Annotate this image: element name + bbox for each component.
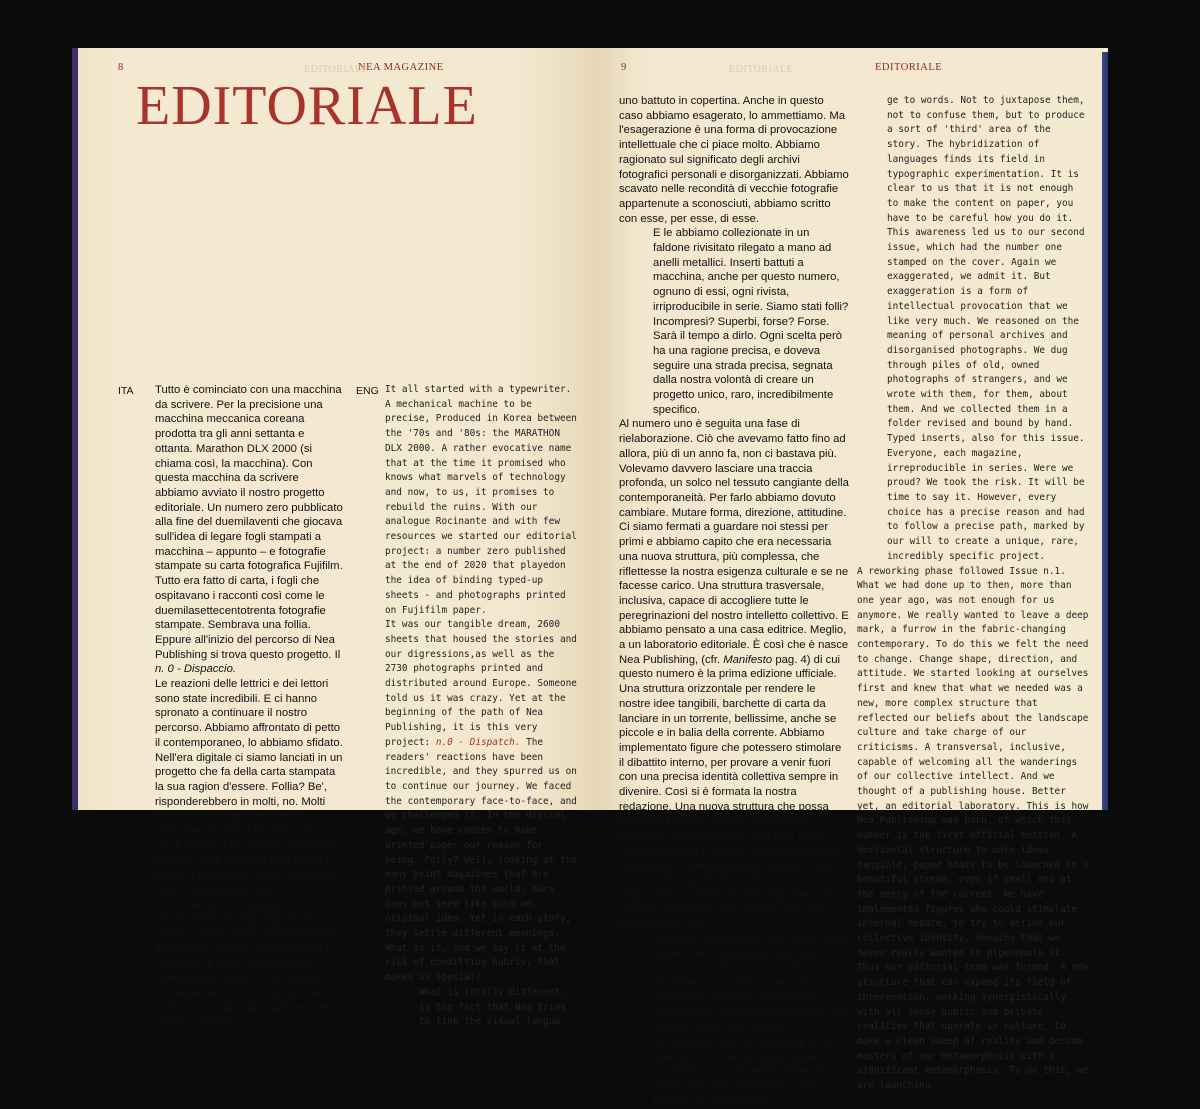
en-paragraph: A reworking phase followed Issue n.1. What we had done up to then, more than one year ago, was not enough for us anymore. We really wanted to leave a deep mark, a furrow in the fabric-changing contemporary. To do this we felt the need to change. Change shape, direction, and attitude. We started looking at ourselves first and knew that what we needed was a new, more complex structure that reflected our beliefs about the landscape culture and take charge of our criticisms. A transversal, inclusive, capable of welcoming all the wanderings of our collective intellect. And we thought of a publishing house. Better yet, an editorial laboratory. This is how Nea Publishing was born, of which this number is the first official edition. A horizontal structure to make ideas tangible, paper boats to be launched in a beautiful stream, even if small and at the mercy of the current. We have implemented figures who could stimulate internal debate, to try to define our collective identity, knowing that we never really wanted to pigeonhole it. Thus our editorial team was formed. A new structure that can expand its field of intervention, working synergistically with all those public and private realities that operate in culture, to make a clean sweep of reality and become masters of our metamorphosis with a significant metamorphosis. To do this, we are launching: [857, 565, 1089, 1092]
it-italic-ref: Nea Magazine n. due - Rivista.: [653, 1080, 827, 1107]
left-page: [72, 48, 599, 1029]
english-column-left: [385, 383, 580, 1030]
page-edge: [1102, 52, 1108, 810]
it-paragraph: pag. 4) di cui questo numero è la prima edizione ufficiale. Una struttura orizzontale per rendere le nostre idee tangibili, barchette di carta da lanciare in un torrente, bellissime, anche se piccole e in balia della corrente. Abbiamo implementato figure che potessero stimolare il dibattito interno, per provare a venir fuori con una precisa identità collettiva sempre in divenire. Così si è formata la nostra redazione. Una nuova struttura che possa ampliare il proprio campo d'intervento, lavorando sinergicamente con tutte quelle realtà pubbliche e private che operano nella cultura, per incidere la tabula rasa con una metamorfosi significativa. Per farlo, lanciamo oggi il nuovo numero di: [619, 653, 844, 901]
it-italic-ref: Nea Magazine.: [738, 888, 815, 901]
it-italic-ref: Manifesto: [723, 653, 773, 666]
italian-column-left: [155, 383, 343, 1030]
en-paragraph: ge to words. Not to juxtapose them, not to confuse them, but to produce a sort of 'third' area of the story. The hybridization of languages finds its field in typographic experimentation. It is clear to us that it is not enough to make the content on paper, you have to be careful how you do it. This awareness led us to our second issue, which had the number one stamped on the cover. Again we exaggerated, we admit it. But exaggeration is a form of intellectual provocation that we like very much. We reasoned on the meaning of personal archives and disorganised photographs. We dug through piles of old, owned photographs of strangers, and we wrote with them, for them, about them. And we collected them in a folder revised and bound by hand. Typed inserts, also for this issue. Everyone, each magazine, irreproducible in series. Were we proud? We took the risk. It will be time to say it. However, every choice has a precise reason and had to follow a precise path, marked by our will to create a unique, rare, incredibly specific project.: [887, 95, 1085, 562]
en-paragraph: It was our tangible dream, 2600 sheets that housed the stories and our digressions,as well as the 2730 photographs printed and distributed around Europe. Someone told us it was crazy. Yet at the beginning of the path of Nea Publishing, it is this very project:: [385, 619, 577, 748]
it-paragraph: Le reazioni delle lettrici e dei lettori sono state incredibili. E ci hanno spronato a continuare il nostro percorso. Abbiamo affrontato di petto il contemporaneo, lo abbiamo sfidato. Nell'era digitale ci siamo lanciati in un progetto che fa della carta stampata la sua ragion d'essere. Follia? Be', risponderebbero in molti, no. Molti sono infatti i magazine che si stampano in tutto il mondo. Che cosa c'è di diverso? Di diverso, totalmente diverso, c'è il fatto che Nea prova a legare il linguaggio visivo alle parole. Non a giustapporle, non a confonderle, ma a legarle. L'ibridazione dei linguaggi trova il proprio campo nella sperimentazione tipografica, perché non basta fare i contenuti di carta, bisogna fare attenzione a come li si fa. Questa consapevolezza ci ha condotti alla nostra seconda pubblicazione, che aveva il numero: [155, 678, 343, 1029]
it-paragraph: Un numero che: [693, 1094, 771, 1107]
it-paragraph: uno battuto in copertina. Anche in questo caso abbiamo esagerato, lo ammettiamo. Ma l'esagerazione è una forma di provocazione intellettuale che ci piace molto. Abbiamo ragionato sul significato degli archivi fotografici personali e disorganizzati. Abbiamo scavato nelle recondità di vecchie fotografie appartenute a sconosciuti, abbiamo scritto con esse, per esse, di esse.: [619, 95, 849, 225]
it-paragraph: E le abbiamo collezionate in un faldone rivisitato rilegato a mano ad anelli metallici. Inserti battuti a macchina, anche per questo numero, ognuno di essi, ogni rivista, irriproducibile in serie. Siamo stati folli? Incompresi? Superbi, forse? Forse. Sarà il tempo a dirlo. Ogni scelta però ha una ragione precisa, e doveva seguire una strada precisa, segnata dalla nostra volontà di creare un progetto unico, raro, incredibilmente specifico.: [653, 227, 849, 416]
it-paragraph: Alla base, una rivista. Una rivista come quelle che si vedevano negli anni sessanta, ricche di testo, e di significato. Una rivista con la R maiuscola. Il formato evoca quei percorsi che sembrano dimenticati, ma che non sono così lontani. Ci sembrava il caso di richiamarli a noi, a gran voce, come un potere obliato di cui servirsi in un'impresa disperata. Nasce così: [653, 933, 848, 1093]
it-italic-ref: n. 0 - Dispaccio.: [155, 663, 236, 676]
lang-label-eng: ENG: [356, 385, 379, 397]
english-column-right: [857, 94, 1089, 1094]
show-through-head: EDITORIALE: [304, 64, 369, 75]
en-paragraph: What is totally different, is the fact that Nea tries to link the visual langua-: [419, 986, 566, 1028]
running-head-left: NEA MAGAZINE: [358, 62, 444, 73]
it-paragraph: Un numero complesso, che abita in una sede inusuale, per noi.: [619, 888, 833, 931]
italian-column-right: [619, 94, 849, 1109]
page-number-left: 8: [118, 62, 124, 73]
it-paragraph: Al numero uno è seguita una fase di rielaborazione. Ciò che avevamo fatto fino ad allora, più di un anno fa, non ci bastava più. Volevamo davvero lasciare una traccia profonda, un solco nel tessuto cangiante della contemporaneità. Per farlo abbiamo dovuto cambiare. Mutare forma, direzione, attitudine. Ci siamo fermati a guardare noi stessi per primi e abbiamo capito che era necessaria una nuova struttura, più complessa, che riflettesse la nostra esigenza culturale e se ne facesse carico. Una struttura trasversale, inclusiva, capace di accogliere tutte le peregrinazioni del nostro intelletto collettivo. E abbiamo pensato a una casa editrice. Meglio, a un laboratorio editoriale. È così che è nasce Nea Publishing, (cfr.: [619, 418, 849, 666]
magazine-spread: [72, 48, 1114, 1107]
show-through-head: EDITORIALE: [729, 64, 794, 75]
en-italic-ref: n.0 - Dispatch.: [435, 736, 521, 748]
running-head-right: EDITORIALE: [875, 62, 943, 73]
en-paragraph: The readers' reactions have been incredible, and they spurred us on to continue our journey. We faced the contemporary face-to-face, and we challenged it. In the digital age, we have chosen to make printed paper our reason for being. Folly? Well, looking at the many print magazines that are printed around the world, ours does not seem like such an original idea. Yet in each story, they settle different meanings. What is it, and we say it at the risk of committing hubris, that makes us special?: [385, 736, 577, 984]
it-paragraph: Tutto è cominciato con una macchina da scrivere. Per la precisione una macchina meccanica coreana prodotta tra gli anni settanta e ottanta. Marathon DLX 2000 (si chiama così, la macchina). Con questa macchina da scrivere abbiamo avviato il nostro progetto editoriale. Un numero zero pubblicato alla fine del duemilaventi che giocava sull'idea di legare fogli stampati a macchina – appunto – e fotografie stampate su carta fotografica Fujifilm. Tutto era fatto di carta, i fogli che ospitavano i racconti così come le duemilasettecentotrenta fotografie stampate. Sembrava una follia. Eppure all'inizio del percorso di Nea Publishing si trova questo progetto. Il: [155, 384, 343, 661]
right-page: [593, 48, 1108, 1107]
lang-label-ita: ITA: [118, 385, 134, 397]
en-paragraph: It all started with a typewriter. A mechanical machine to be precise, Produced in Korea between the '70s and '80s: the MARATHON DLX 2000. A rather evocative name that at the time it promised who knows what marvels of technology and now, to us, it promises to rebuild the ruins. With our analogue Rocinante and with few resources we started our editorial project: a number zero published at the end of 2020 that playedon the idea of binding typed-up sheets - and photographs printed on Fujifilm paper.: [385, 384, 577, 616]
page-number-right: 9: [621, 62, 627, 73]
page-title: EDITORIALE: [136, 75, 478, 137]
